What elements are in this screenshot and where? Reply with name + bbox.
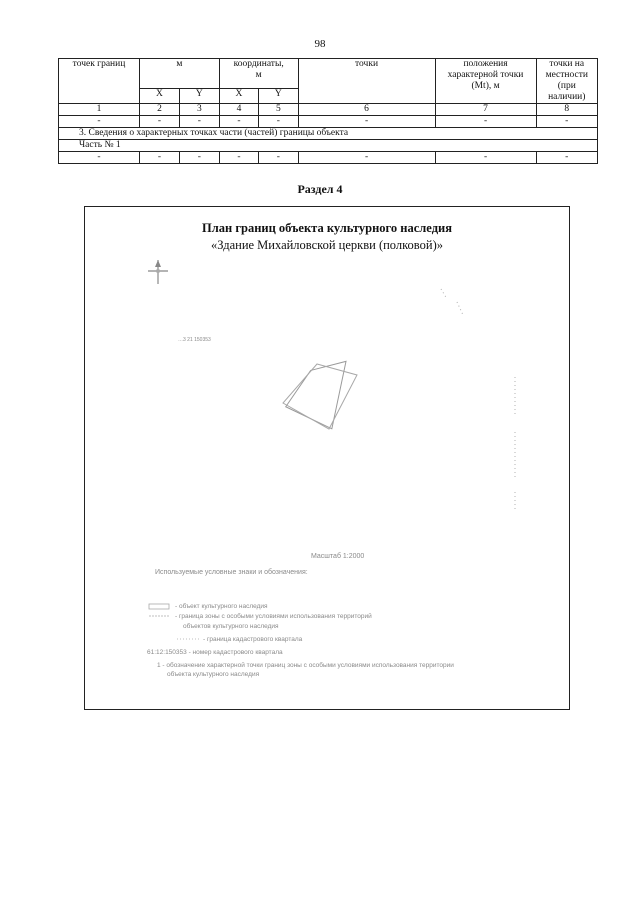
legend-swatches (147, 603, 207, 643)
table-cell: - (259, 152, 298, 164)
page-number: 98 (314, 38, 326, 50)
legend-item: - объект культурного наследия (175, 603, 268, 610)
subheader-cell: X (140, 88, 180, 103)
header-cell: положения характерной точки (Mt), м (435, 59, 536, 104)
table-cell: - (259, 116, 298, 128)
table-cell: - (219, 152, 258, 164)
legend-item: 1 - обозначение характерной точки границ зоны с особыми условиями использования территории (157, 662, 454, 669)
table-cell: 6 (298, 104, 435, 116)
coordinates-table (58, 58, 598, 164)
legend-item: - граница зоны с особыми условиями использования территорий (175, 613, 372, 620)
table-cell: 4 (219, 104, 258, 116)
table-cell: - (435, 116, 536, 128)
plan-frame (84, 206, 570, 710)
subheader-cell: X (219, 88, 258, 103)
map-quarter-label: …3 21 150353 (178, 337, 211, 343)
table-cell: 2 (140, 104, 180, 116)
map-scale: Масштаб 1:2000 (311, 553, 365, 560)
table-cell: - (435, 152, 536, 164)
legend-item: объектов культурного наследия (183, 623, 279, 630)
table-cell: - (298, 152, 435, 164)
table-cell: 7 (435, 104, 536, 116)
section-title: Раздел 4 (297, 182, 343, 196)
part-label: Часть № 1 (59, 140, 598, 152)
header-cell: точки (298, 59, 435, 104)
plan-title: План границ объекта культурного наследия (202, 221, 452, 235)
table-cell: - (536, 152, 597, 164)
table-section-row (59, 128, 598, 140)
header-cell: точки на местности (при наличии) (536, 59, 597, 104)
table-part-row (59, 140, 598, 152)
legend-item: - граница кадастрового квартала (203, 636, 303, 643)
subheader-cell: Y (179, 88, 219, 103)
plan-subtitle: «Здание Михайловской церкви (полковой)» (211, 238, 443, 252)
section3-label: 3. Сведения о характерных точках части (частей) границы объекта (59, 128, 598, 140)
legend-heading: Используемые условные знаки и обозначения: (155, 569, 308, 576)
table-cell: - (536, 116, 597, 128)
table-header-row (59, 59, 598, 89)
table-cell: - (59, 116, 140, 128)
table-row (59, 104, 598, 116)
legend (147, 603, 547, 693)
header-cell: точек границ (59, 59, 140, 104)
table-cell: - (219, 116, 258, 128)
table-cell: - (140, 152, 180, 164)
table-cell: 8 (536, 104, 597, 116)
table-cell: - (179, 152, 219, 164)
table-cell: - (140, 116, 180, 128)
table-cell: 3 (179, 104, 219, 116)
table-cell: - (59, 152, 140, 164)
table-cell: - (298, 116, 435, 128)
table-row (59, 152, 598, 164)
table-row (59, 116, 598, 128)
legend-item: 61:12:150353 - номер кадастрового квартала (147, 649, 283, 656)
table-cell: - (179, 116, 219, 128)
header-cell: координаты, м (219, 59, 298, 89)
header-cell: м (140, 59, 220, 89)
table-cell: 1 (59, 104, 140, 116)
legend-item: объекта культурного наследия (167, 671, 260, 678)
table-cell: 5 (259, 104, 298, 116)
subheader-cell: Y (259, 88, 298, 103)
